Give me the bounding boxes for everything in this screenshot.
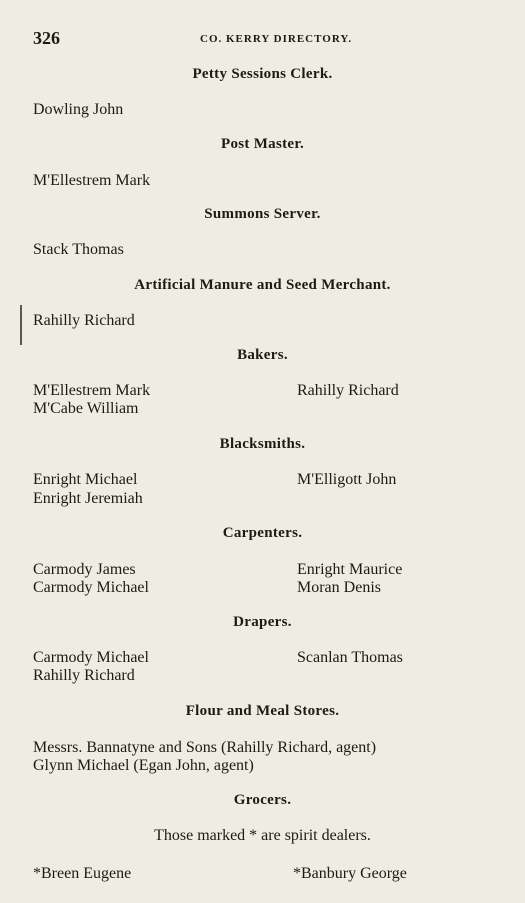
entry: Enright Jeremiah — [33, 490, 143, 507]
section-heading-post-master: Post Master. — [220, 136, 305, 152]
running-title: CO. KERRY DIRECTORY. — [200, 33, 353, 45]
entry: Dowling John — [33, 101, 124, 118]
section-heading-manure-seed-merchant: Artificial Manure and Seed Merchant. — [134, 277, 391, 293]
spirit-dealers-note: Those marked * are spirit dealers. — [154, 827, 371, 844]
section-heading-bakers: Bakers. — [237, 347, 288, 363]
margin-pencil-mark — [20, 305, 22, 345]
entry: M'Elligott John — [297, 471, 397, 488]
entry: Rahilly Richard — [33, 667, 135, 684]
entry: Stack Thomas — [33, 241, 124, 258]
entry: Enright Michael — [33, 471, 138, 488]
entry: Enright Maurice — [297, 561, 403, 578]
section-heading-drapers: Drapers. — [233, 614, 292, 630]
entry: Messrs. Bannatyne and Sons (Rahilly Richard, agent) — [33, 739, 377, 756]
entry: Rahilly Richard — [297, 382, 399, 399]
entry: Carmody Michael — [33, 649, 149, 666]
entry: *Banbury George — [293, 865, 407, 882]
entry: Carmody Michael — [33, 579, 149, 596]
entry: Rahilly Richard — [33, 312, 135, 329]
page-number: 326 — [33, 28, 60, 48]
entry: M'Ellestrem Mark — [33, 172, 151, 189]
section-heading-summons-server: Summons Server. — [204, 206, 321, 222]
entry: Scanlan Thomas — [297, 649, 403, 666]
section-heading-carpenters: Carpenters. — [222, 525, 303, 541]
section-heading-blacksmiths: Blacksmiths. — [219, 436, 306, 452]
section-heading-flour-meal-stores: Flour and Meal Stores. — [185, 703, 340, 719]
entry: Carmody James — [33, 561, 136, 578]
entry: Moran Denis — [297, 579, 381, 596]
section-heading-grocers: Grocers. — [233, 792, 292, 808]
section-heading-petty-sessions-clerk: Petty Sessions Clerk. — [192, 66, 333, 82]
entry: M'Ellestrem Mark — [33, 382, 151, 399]
entry: Glynn Michael (Egan John, agent) — [33, 757, 254, 774]
entry: *Breen Eugene — [33, 865, 132, 882]
entry: M'Cabe William — [33, 400, 139, 417]
